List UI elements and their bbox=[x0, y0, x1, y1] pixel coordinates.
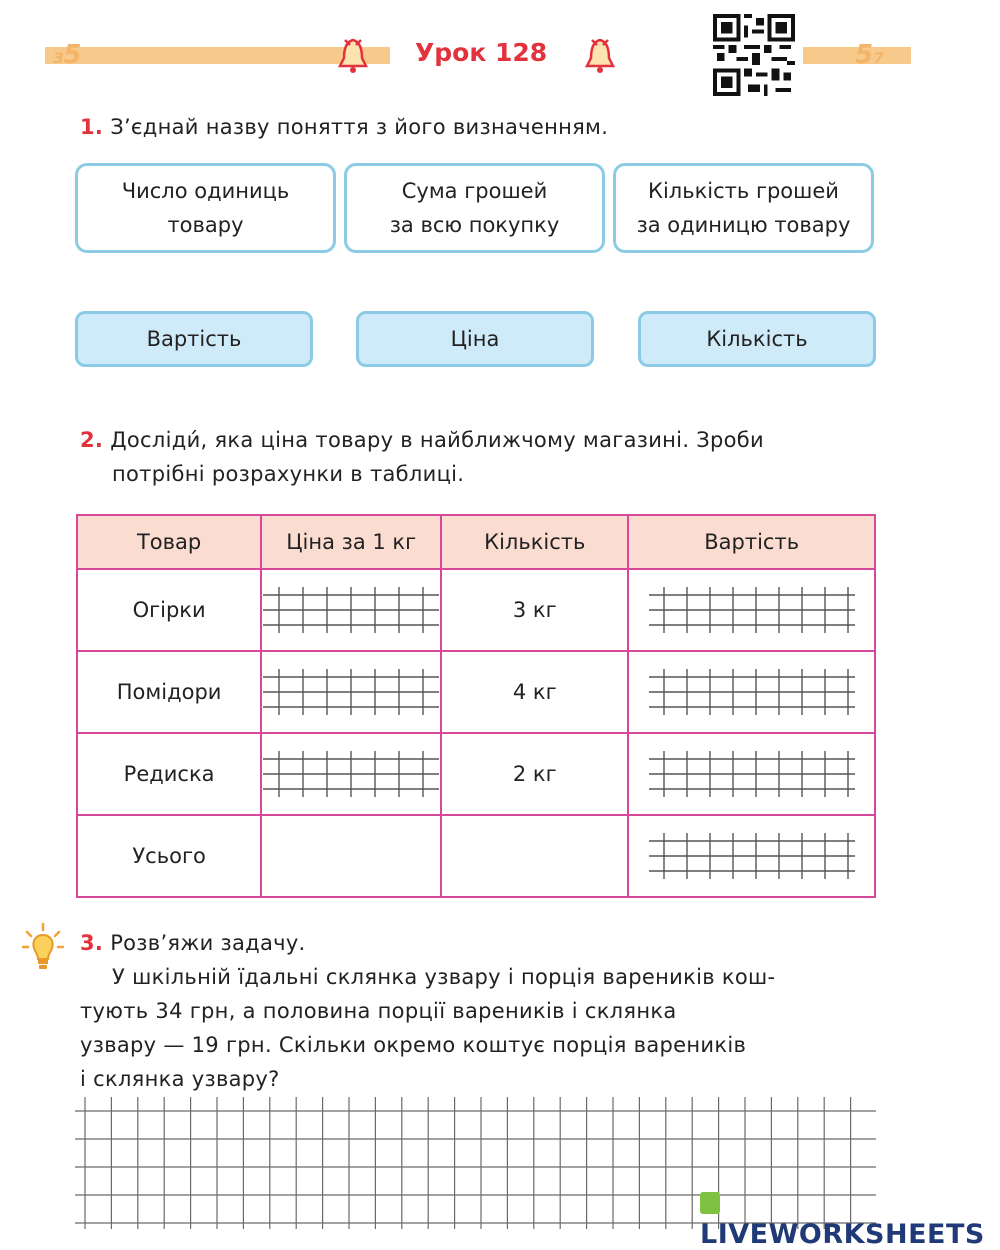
empty-cell bbox=[261, 815, 441, 897]
cost-answer-grid[interactable] bbox=[628, 569, 875, 651]
table-row bbox=[77, 651, 875, 733]
definition-line: Сума грошей bbox=[401, 179, 548, 203]
term-box-price[interactable]: Ціна bbox=[356, 311, 594, 367]
definition-line: Кількість грошей bbox=[648, 179, 839, 203]
liveworksheets-logo bbox=[700, 1188, 1000, 1250]
answer-grid-strip bbox=[263, 667, 439, 717]
definition-line: товару bbox=[167, 213, 244, 237]
task3-line2: тують 34 грн, а половина порції вареників і склянка bbox=[80, 999, 677, 1023]
answer-grid-strip bbox=[649, 831, 855, 881]
table-row bbox=[77, 569, 875, 651]
task2-number: 2. bbox=[80, 428, 104, 452]
task3-number: 3. bbox=[80, 931, 104, 955]
table-row bbox=[77, 733, 875, 815]
lightbulb-icon bbox=[22, 922, 64, 976]
quantity-cell: 4 кг bbox=[441, 651, 628, 733]
lesson-title: Урок 128 bbox=[415, 38, 548, 67]
task3-line1: У шкільній їдальні склянка узвару і порція вареників кош- bbox=[112, 965, 776, 989]
task3-title: Розв’яжи задачу. bbox=[110, 931, 306, 955]
term-box-quantity[interactable]: Кількість bbox=[638, 311, 876, 367]
cost-answer-grid[interactable] bbox=[628, 651, 875, 733]
answer-grid-strip bbox=[649, 585, 855, 635]
decor-digits-left: ₃5 bbox=[52, 40, 82, 70]
definition-line: Число одиниць bbox=[121, 179, 290, 203]
header-cell: Кількість bbox=[441, 515, 628, 569]
definition-line: за одиницю товару bbox=[636, 213, 851, 237]
quantity-cell: 3 кг bbox=[441, 569, 628, 651]
bell-icon bbox=[583, 36, 617, 76]
quantity-cell: 2 кг bbox=[441, 733, 628, 815]
task3-block bbox=[80, 926, 775, 1096]
answer-grid-strip bbox=[263, 749, 439, 799]
item-cell: Редиска bbox=[77, 733, 261, 815]
item-cell: Усього bbox=[77, 815, 261, 897]
cost-answer-grid[interactable] bbox=[628, 815, 875, 897]
definition-box-unit-price[interactable] bbox=[613, 163, 874, 253]
task3-line3: узвару — 19 грн. Скільки окремо коштує порція вареників bbox=[80, 1033, 747, 1057]
logo-text: LIVEWORKSHEETS bbox=[700, 1219, 985, 1250]
bell-icon bbox=[336, 36, 370, 76]
table-header-row bbox=[77, 515, 875, 569]
price-answer-grid[interactable] bbox=[261, 651, 441, 733]
task3-line4: і склянка узвару? bbox=[80, 1067, 280, 1091]
logo-mark-icon bbox=[700, 1192, 720, 1214]
definition-line: за всю покупку bbox=[389, 213, 560, 237]
term-box-cost[interactable]: Вартість bbox=[75, 311, 313, 367]
task1-prompt bbox=[80, 110, 608, 144]
answer-grid-strip bbox=[649, 667, 855, 717]
task2-line2: потрібні розрахунки в таблиці. bbox=[112, 462, 465, 486]
qr-code-icon[interactable] bbox=[712, 14, 796, 96]
header-cell: Вартість bbox=[628, 515, 875, 569]
decor-digits-right: 5₇ bbox=[855, 40, 885, 70]
table-row-total bbox=[77, 815, 875, 897]
definition-box-units[interactable] bbox=[75, 163, 336, 253]
header-cell: Ціна за 1 кг bbox=[261, 515, 441, 569]
cost-answer-grid[interactable] bbox=[628, 733, 875, 815]
task1-text: З’єднай назву поняття з його визначенням. bbox=[110, 115, 609, 139]
task2-prompt bbox=[80, 423, 764, 491]
price-table bbox=[76, 514, 876, 898]
task1-number: 1. bbox=[80, 115, 104, 139]
task2-line1: Досліди́, яка ціна товару в найближчому магазині. Зроби bbox=[110, 428, 765, 452]
price-answer-grid[interactable] bbox=[261, 569, 441, 651]
header-cell: Товар bbox=[77, 515, 261, 569]
answer-grid-strip bbox=[649, 749, 855, 799]
item-cell: Помідори bbox=[77, 651, 261, 733]
answer-grid-strip bbox=[263, 585, 439, 635]
definition-box-total[interactable] bbox=[344, 163, 605, 253]
price-answer-grid[interactable] bbox=[261, 733, 441, 815]
item-cell: Огірки bbox=[77, 569, 261, 651]
quantity-cell bbox=[441, 815, 628, 897]
